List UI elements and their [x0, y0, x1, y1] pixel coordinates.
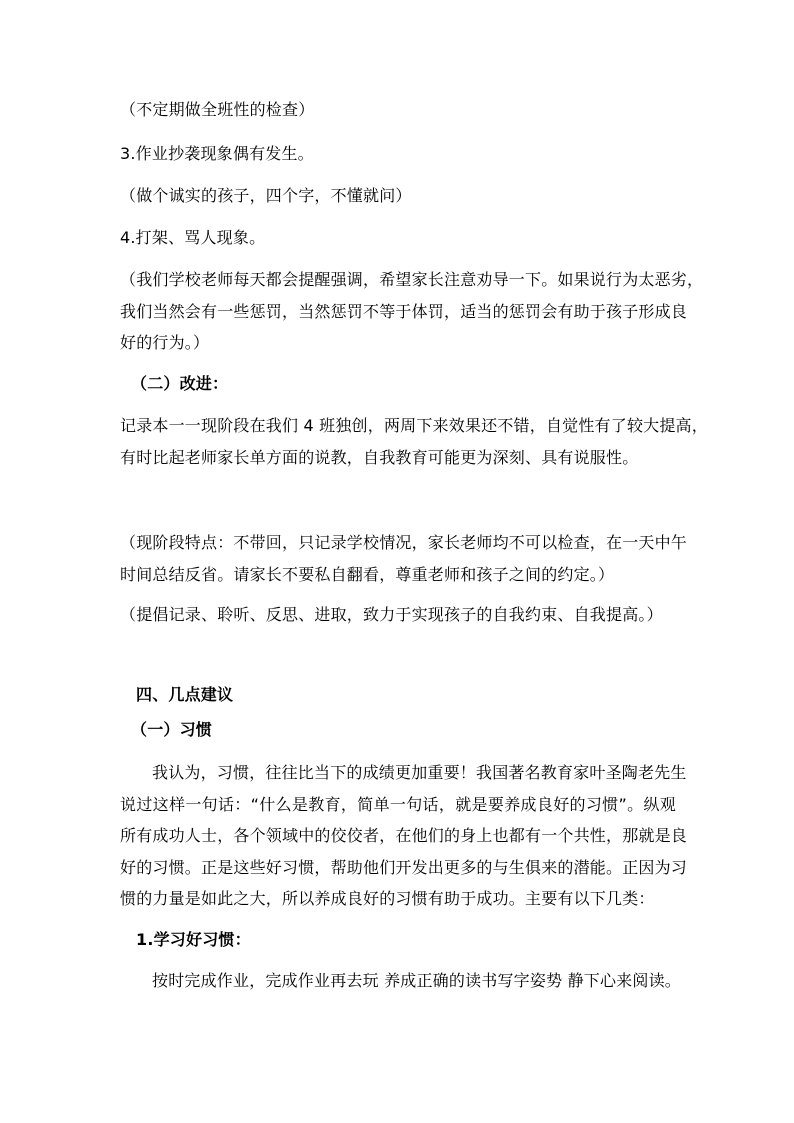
paragraph-line: 记录本一一现阶段在我们 4 班独创，两周下来效果还不错，自觉性有了较大提高， — [120, 416, 708, 435]
paragraph-line: （现阶段特点：不带回，只记录学校情况，家长老师均不可以检查，在一天中午 — [120, 533, 688, 552]
paragraph-line: 时间总结反省。请家长不要私自翻看，尊重老师和孩子之间的约定。） — [120, 565, 615, 584]
paragraph-line: 好的习惯。正是这些好习惯，帮助他们开发出更多的与生俱来的潜能。正因为习 — [120, 858, 688, 877]
paragraph-line: （不定期做全班性的检查） — [120, 100, 315, 119]
paragraph-line: 所有成功人士，各个领域中的佼佼者，在他们的身上也都有一个共性，那就是良 — [120, 826, 688, 845]
paragraph-line: （我们学校老师每天都会提醒强调，希望家长注意劝导一下。如果说行为太恶劣， — [120, 270, 704, 289]
paragraph-line: 按时完成作业，完成作业再去玩 养成正确的读书写字姿势 静下心来阅读。 — [152, 971, 681, 990]
chapter-heading: 四、几点建议 — [136, 685, 234, 704]
section-heading: （二）改进： — [131, 374, 229, 393]
section-heading: （一）习惯 — [131, 720, 213, 739]
paragraph-line: 我认为，习惯，往往比当下的成绩更加重要！我国著名教育家叶圣陶老先生 — [152, 763, 687, 782]
paragraph-line: （做个诚实的孩子，四个字，不懂就问） — [120, 186, 412, 205]
paragraph-line: 说过这样一句话：“什么是教育，简单一句话，就是要养成良好的习惯”。纵观 — [120, 795, 676, 814]
paragraph-line: 惯的力量是如此之大，所以养成良好的习惯有助于成功。主要有以下几类： — [120, 889, 655, 908]
subsection-heading: 1.学习好习惯： — [136, 930, 251, 949]
paragraph-line: 3.作业抄袭现象偶有发生。 — [120, 144, 314, 163]
paragraph-line: （提倡记录、聆听、反思、进取，致力于实现孩子的自我约束、自我提高。） — [120, 605, 663, 624]
paragraph-line: 4.打架、骂人现象。 — [120, 228, 266, 247]
paragraph-line: 好的行为。） — [120, 333, 210, 352]
paragraph-line: 有时比起老师家长单方面的说教，自我教育可能更为深刻、具有说服性。 — [120, 448, 639, 467]
paragraph-line: 我们当然会有一些惩罚，当然惩罚不等于体罚，适当的惩罚会有助于孩子形成良 — [120, 302, 688, 321]
